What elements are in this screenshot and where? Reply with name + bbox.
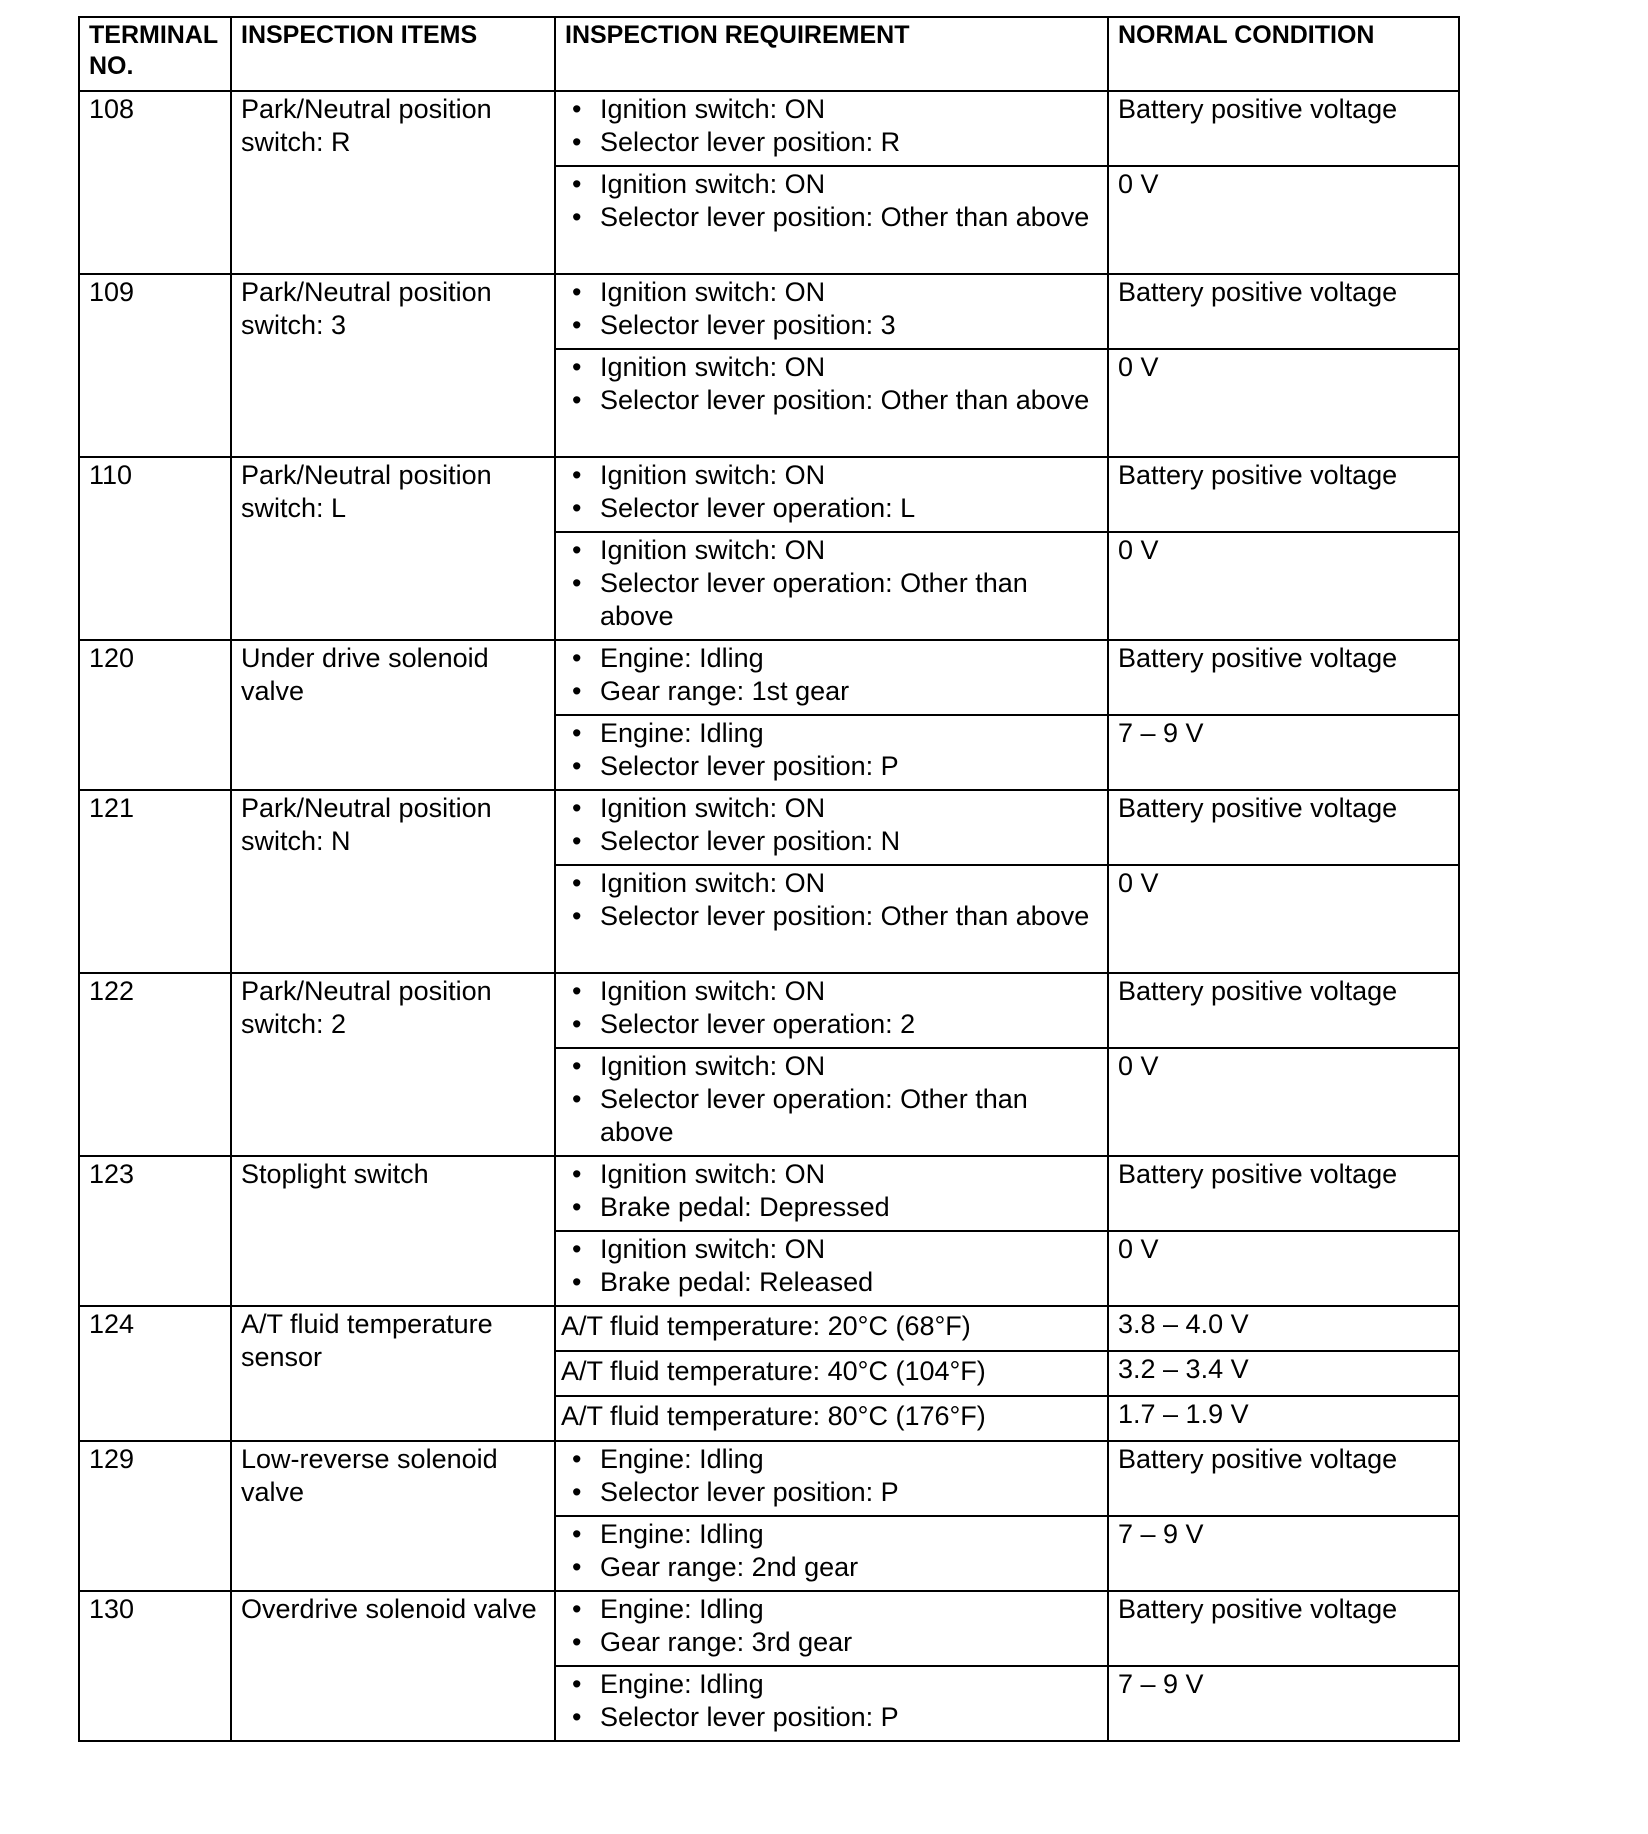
header-inspection-items: INSPECTION ITEMS [231,17,555,91]
requirement-list [564,276,1099,342]
requirement-list [564,351,1099,417]
inspection-requirement [555,973,1108,1048]
terminal-number: 120 [79,640,231,790]
requirement-list [564,1443,1099,1509]
requirement-list [564,975,1099,1041]
normal-condition: 0 V [1108,1231,1459,1306]
requirement-item: • Selector lever operation: Other than above [564,1083,1099,1149]
inspection-requirement [555,1516,1108,1591]
inspection-requirement: A/T fluid temperature: 40°C (104°F) [555,1351,1108,1396]
terminal-number: 109 [79,274,231,457]
terminal-number: 110 [79,457,231,640]
inspection-requirement [555,790,1108,865]
inspection-requirement [555,166,1108,274]
inspection-requirement [555,91,1108,166]
inspection-table [78,16,1460,1742]
normal-condition: 1.7 – 1.9 V [1108,1396,1459,1441]
table-row [79,790,1459,865]
inspection-requirement [555,640,1108,715]
inspection-requirement [555,532,1108,640]
requirement-item: • Ignition switch: ON [564,351,1099,384]
table-row [79,457,1459,532]
normal-condition: 0 V [1108,532,1459,640]
inspection-item: Park/Neutral position switch: L [231,457,555,640]
header-terminal: TERMINAL NO. [79,17,231,91]
requirement-list [564,168,1099,234]
requirement-item: • Ignition switch: ON [564,1158,1099,1191]
inspection-requirement [555,274,1108,349]
requirement-list [564,1050,1099,1149]
inspection-requirement [555,1231,1108,1306]
requirement-list [564,1518,1099,1584]
requirement-list [564,642,1099,708]
table-row [79,274,1459,349]
normal-condition: Battery positive voltage [1108,790,1459,865]
normal-condition: 0 V [1108,166,1459,274]
requirement-list [564,534,1099,633]
requirement-item: • Engine: Idling [564,1593,1099,1626]
inspection-requirement [555,715,1108,790]
requirement-list [564,93,1099,159]
normal-condition: Battery positive voltage [1108,973,1459,1048]
normal-condition: 7 – 9 V [1108,1516,1459,1591]
requirement-list [564,1233,1099,1299]
inspection-requirement: A/T fluid temperature: 80°C (176°F) [555,1396,1108,1441]
requirement-item: • Selector lever position: Other than above [564,384,1099,417]
requirement-list [564,717,1099,783]
inspection-item: Under drive solenoid valve [231,640,555,790]
requirement-item: • Ignition switch: ON [564,168,1099,201]
requirement-item: • Ignition switch: ON [564,459,1099,492]
requirement-list [564,1593,1099,1659]
table-row [79,640,1459,715]
terminal-number: 124 [79,1306,231,1441]
requirement-item: • Ignition switch: ON [564,792,1099,825]
normal-condition: Battery positive voltage [1108,1441,1459,1516]
terminal-number: 108 [79,91,231,274]
requirement-item: • Gear range: 3rd gear [564,1626,1099,1659]
normal-condition: 0 V [1108,865,1459,973]
requirement-item: • Selector lever position: R [564,126,1099,159]
requirement-list [564,1668,1099,1734]
table-row [79,1306,1459,1351]
requirement-list [564,1158,1099,1224]
requirement-item: • Ignition switch: ON [564,867,1099,900]
inspection-item: Stoplight switch [231,1156,555,1306]
requirement-item: • Selector lever position: P [564,750,1099,783]
inspection-item: Park/Neutral position switch: 2 [231,973,555,1156]
inspection-requirement [555,1591,1108,1666]
table-row [79,1156,1459,1231]
requirement-item: • Engine: Idling [564,642,1099,675]
normal-condition: 3.8 – 4.0 V [1108,1306,1459,1351]
table-row [79,1441,1459,1516]
terminal-number: 121 [79,790,231,973]
requirement-item: • Selector lever position: N [564,825,1099,858]
normal-condition: Battery positive voltage [1108,457,1459,532]
requirement-item: • Engine: Idling [564,717,1099,750]
header-normal-condition: NORMAL CONDITION [1108,17,1459,91]
requirement-item: • Brake pedal: Depressed [564,1191,1099,1224]
normal-condition: 3.2 – 3.4 V [1108,1351,1459,1396]
requirement-item: • Engine: Idling [564,1668,1099,1701]
normal-condition: Battery positive voltage [1108,640,1459,715]
requirement-list [564,792,1099,858]
normal-condition: 0 V [1108,1048,1459,1156]
requirement-list [564,459,1099,525]
requirement-list [564,867,1099,933]
requirement-item: • Ignition switch: ON [564,1050,1099,1083]
header-inspection-requirement: INSPECTION REQUIREMENT [555,17,1108,91]
terminal-number: 130 [79,1591,231,1741]
normal-condition: Battery positive voltage [1108,1591,1459,1666]
inspection-requirement [555,349,1108,457]
requirement-item: • Gear range: 2nd gear [564,1551,1099,1584]
requirement-item: • Selector lever position: Other than above [564,900,1099,933]
inspection-item: Park/Neutral position switch: R [231,91,555,274]
table-row [79,91,1459,166]
requirement-item: • Selector lever position: P [564,1701,1099,1734]
requirement-item: • Selector lever operation: Other than above [564,567,1099,633]
inspection-requirement [555,1666,1108,1741]
inspection-item: Park/Neutral position switch: N [231,790,555,973]
normal-condition: 0 V [1108,349,1459,457]
inspection-requirement [555,1156,1108,1231]
terminal-number: 129 [79,1441,231,1591]
normal-condition: 7 – 9 V [1108,1666,1459,1741]
requirement-item: • Selector lever operation: 2 [564,1008,1099,1041]
terminal-number: 123 [79,1156,231,1306]
requirement-item: • Selector lever position: P [564,1476,1099,1509]
inspection-item: Overdrive solenoid valve [231,1591,555,1741]
inspection-requirement [555,865,1108,973]
inspection-item: Low-reverse solenoid valve [231,1441,555,1591]
table-row [79,973,1459,1048]
requirement-item: • Ignition switch: ON [564,975,1099,1008]
inspection-item: Park/Neutral position switch: 3 [231,274,555,457]
requirement-item: • Engine: Idling [564,1518,1099,1551]
normal-condition: Battery positive voltage [1108,274,1459,349]
normal-condition: 7 – 9 V [1108,715,1459,790]
inspection-requirement [555,457,1108,532]
inspection-requirement [555,1441,1108,1516]
header-row [79,17,1459,91]
table-body [79,91,1459,1741]
normal-condition: Battery positive voltage [1108,1156,1459,1231]
requirement-item: • Ignition switch: ON [564,534,1099,567]
requirement-item: • Ignition switch: ON [564,93,1099,126]
requirement-item: • Engine: Idling [564,1443,1099,1476]
requirement-item: • Selector lever position: 3 [564,309,1099,342]
requirement-item: • Gear range: 1st gear [564,675,1099,708]
table-row [79,1591,1459,1666]
inspection-requirement [555,1048,1108,1156]
terminal-number: 122 [79,973,231,1156]
requirement-item: • Selector lever operation: L [564,492,1099,525]
normal-condition: Battery positive voltage [1108,91,1459,166]
requirement-item: • Ignition switch: ON [564,276,1099,309]
inspection-requirement: A/T fluid temperature: 20°C (68°F) [555,1306,1108,1351]
inspection-item: A/T fluid temperature sensor [231,1306,555,1441]
requirement-item: • Selector lever position: Other than above [564,201,1099,234]
requirement-item: • Ignition switch: ON [564,1233,1099,1266]
requirement-item: • Brake pedal: Released [564,1266,1099,1299]
